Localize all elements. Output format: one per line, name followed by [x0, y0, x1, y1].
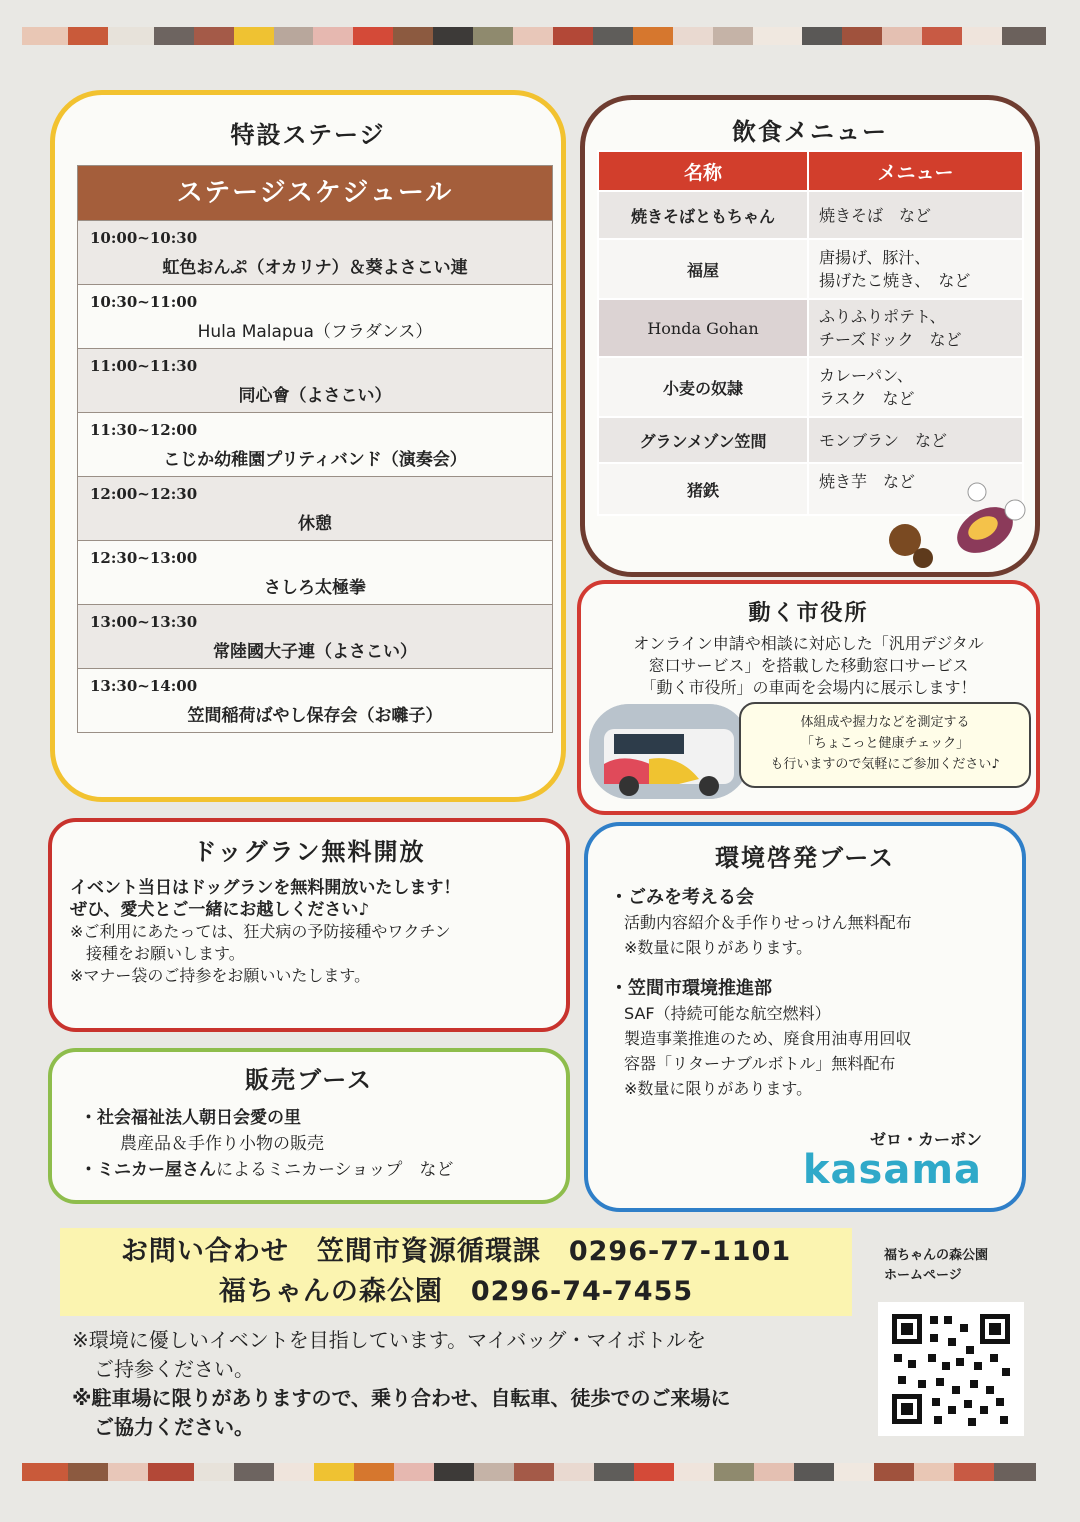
contact-line: 福ちゃんの森公園 0296-74-7455 [218, 1276, 694, 1307]
sales-title: 販売ブース [244, 1066, 374, 1094]
bubble-line: 体組成や握力などを測定する [800, 715, 970, 730]
food-item-line: チーズドック など [819, 330, 962, 349]
table-row [598, 357, 1023, 417]
env-line: 製造事業推進のため、廃食用油専用回収 [624, 1029, 912, 1048]
table-row [78, 220, 552, 284]
env-line: 容器「リターナブルボトル」無料配布 [624, 1054, 896, 1073]
stage-panel [50, 90, 566, 802]
sales-booth-panel [48, 1048, 570, 1204]
table-row [78, 604, 552, 668]
table-row [78, 284, 552, 348]
dog-line: ※ご利用にあたっては、狂犬病の予防接種やワクチン [70, 922, 451, 941]
chestnut-sweet-potato-illustration [865, 470, 1035, 580]
sales-list [80, 1105, 566, 1183]
note-line: ご協力ください。 [94, 1415, 254, 1439]
food-item-line: モンブラン など [819, 430, 948, 450]
food-items [808, 357, 1023, 417]
stage-time: 12:00~12:30 [90, 485, 198, 503]
note-line: ご持参ください。 [94, 1357, 254, 1381]
food-vendor: グランメゾン笠間 [598, 417, 808, 463]
qr-label-line: ホームページ [884, 1268, 962, 1283]
dog-run-panel [48, 818, 570, 1032]
food-menu-panel [580, 95, 1040, 577]
stage-act: 同心會（よさこい） [238, 386, 392, 406]
food-vendor: Honda Gohan [598, 299, 808, 357]
food-items [808, 417, 1023, 463]
table-row [78, 668, 552, 732]
env-body [610, 885, 1022, 1101]
dog-line: 接種をお願いします。 [86, 944, 245, 963]
table-row [598, 299, 1023, 357]
bubble-line: 「ちょこっと健康チェック」 [800, 736, 970, 751]
stage-title: 特設ステージ [230, 121, 386, 149]
food-items [808, 191, 1023, 239]
mobile-title: 動く市役所 [748, 601, 869, 626]
table-row [78, 348, 552, 412]
qr-code[interactable] [878, 1302, 1024, 1436]
food-col-menu: メニュー [808, 151, 1023, 191]
stage-act: 虹色おんぷ（オカリナ）＆葵よさこい連 [162, 258, 468, 278]
table-row [78, 412, 552, 476]
table-row [598, 191, 1023, 239]
stage-time: 12:30~13:00 [90, 549, 198, 567]
env-heading: ・笠間市環境推進部 [610, 978, 772, 999]
contact-line: お問い合わせ 笠間市資源循環課 0296-77-1101 [120, 1236, 792, 1267]
dog-line: ぜひ、愛犬とご一緒にお越しください♪ [70, 900, 370, 920]
kasama-logo-text: kasama [802, 1147, 982, 1193]
top-color-stripe [22, 27, 1046, 45]
food-col-name: 名称 [598, 151, 808, 191]
food-item-line: ふりふりポテト、 [819, 307, 946, 326]
dog-title: ドッグラン無料開放 [192, 838, 426, 866]
qr-code-icon [878, 1302, 1024, 1436]
stage-schedule-table [77, 165, 553, 733]
mobile-desc-line: 「動く市役所」の車両を会場内に展示します！ [640, 678, 977, 697]
bubble-line: も行いますので気軽にご参加ください♪ [770, 757, 1000, 772]
dog-line: ※マナー袋のご持参をお願いいたします。 [70, 966, 371, 985]
zero-carbon-label: ゼロ・カーボン [869, 1130, 982, 1149]
stage-time: 11:00~11:30 [90, 357, 198, 375]
mobile-office-panel [577, 580, 1040, 815]
stage-act: 常陸國大子連（よさこい） [213, 642, 417, 662]
mobile-description [581, 633, 1036, 699]
table-row [78, 540, 552, 604]
note-line: ※駐車場に限りがありますので、乗り合わせ、自転車、徒歩でのご来場に [72, 1386, 731, 1410]
food-vendor: 小麦の奴隷 [598, 357, 808, 417]
dog-run-text [70, 877, 566, 987]
zero-carbon-kasama-logo [802, 1127, 982, 1193]
stage-time: 13:00~13:30 [90, 613, 198, 631]
mobile-desc-line: 窓口サービス」を搭載した移動窓口サービス [648, 656, 969, 675]
food-item-line: 唐揚げ、豚汁、 [819, 248, 931, 267]
list-item-bold: ・ミニカー屋さん [80, 1160, 216, 1180]
stage-act: 笠間稲荷ばやし保存会（お囃子） [187, 706, 443, 726]
list-item: ・社会福祉法人朝日会愛の里 [80, 1108, 301, 1128]
stage-time: 13:30~14:00 [90, 677, 198, 695]
environment-booth-panel [584, 822, 1026, 1212]
env-line: ※数量に限りがあります。 [624, 938, 813, 957]
stage-time: 10:30~11:00 [90, 293, 198, 311]
food-items [808, 239, 1023, 299]
stage-schedule-header: ステージスケジュール [78, 166, 552, 220]
env-title: 環境啓発ブース [714, 844, 896, 872]
table-row [598, 417, 1023, 463]
table-row [78, 476, 552, 540]
food-vendor: 焼きそばともちゃん [598, 191, 808, 239]
footer-notes [72, 1326, 872, 1442]
dog-line: イベント当日はドッグランを無料開放いたします！ [70, 878, 461, 898]
bottom-color-stripe [22, 1463, 1046, 1481]
stage-time: 10:00~10:30 [90, 229, 198, 247]
list-item-rest: によるミニカーショップ など [216, 1160, 454, 1180]
note-line: ※環境に優しいイベントを目指しています。マイバッグ・マイボトルを [72, 1328, 706, 1352]
table-row [598, 239, 1023, 299]
env-line: SAF（持続可能な航空燃料） [624, 1004, 831, 1023]
list-item [80, 1157, 566, 1183]
food-vendor: 福屋 [598, 239, 808, 299]
food-item-line: 焼きそば など [819, 205, 932, 225]
qr-label [884, 1246, 988, 1286]
env-line: 活動内容紹介＆手作りせっけん無料配布 [624, 913, 912, 932]
mobile-desc-line: オンライン申請や相談に対応した「汎用デジタル [633, 634, 984, 653]
food-items [808, 299, 1023, 357]
stage-act: 休憩 [298, 514, 332, 534]
qr-label-line: 福ちゃんの森公園 [884, 1248, 989, 1263]
food-item-line: ラスク など [819, 389, 915, 408]
env-line: ※数量に限りがあります。 [624, 1079, 813, 1098]
food-title: 飲食メニュー [732, 118, 888, 146]
contact-box [60, 1228, 852, 1316]
health-check-speech-bubble [739, 702, 1031, 788]
mobile-van-photo [589, 704, 749, 799]
food-vendor: 猪鉄 [598, 463, 808, 515]
env-heading: ・ごみを考える会 [610, 887, 754, 908]
stage-act: こじか幼稚園プリティバンド（演奏会） [163, 450, 467, 470]
stage-act: さしろ太極拳 [264, 578, 366, 598]
stage-act: Hula Malapua（フラダンス） [197, 322, 433, 342]
food-menu-table [597, 150, 1024, 516]
food-item-line: 揚げたこ焼き、 など [819, 271, 971, 290]
food-item-line: 焼き芋 など [819, 472, 916, 491]
list-item: 農産品＆手作り小物の販売 [120, 1134, 324, 1154]
stage-time: 11:30~12:00 [90, 421, 198, 439]
food-item-line: カレーパン、 [819, 366, 913, 385]
